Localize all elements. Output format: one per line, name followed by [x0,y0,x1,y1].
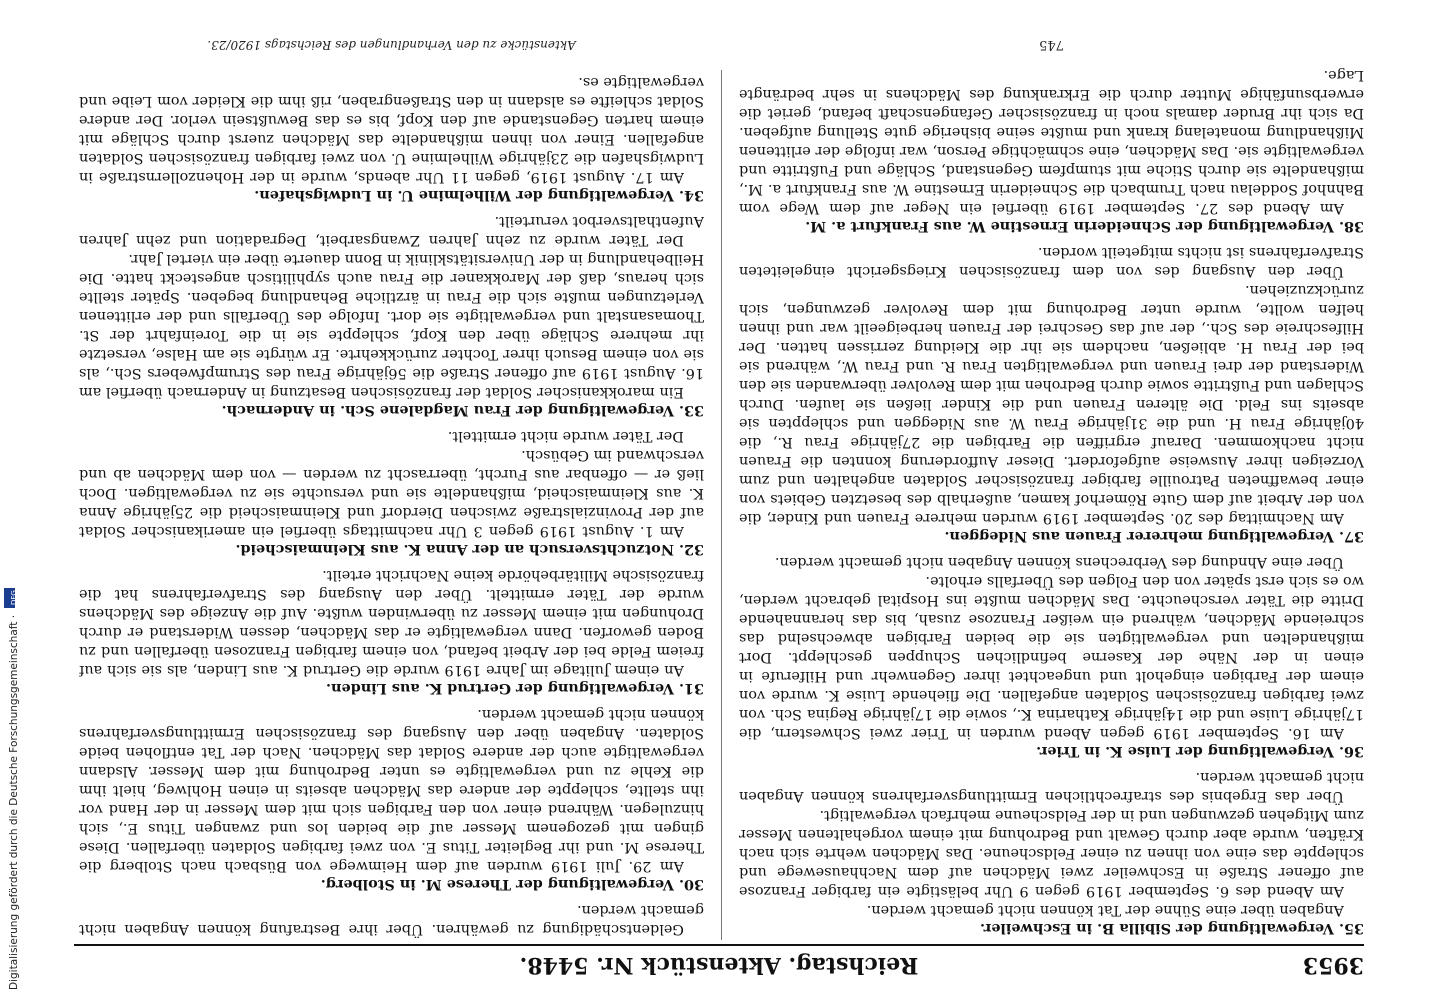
dfg-logo-icon: DFG [4,588,15,608]
article-section [79,72,704,205]
left-column [739,58,1364,938]
header-page-number: 3953 [1302,952,1364,978]
paragraph: Über das Ergebnis des strafrechtlichen Ermittlungsverfahrens können Angaben nicht gemacht werden. [739,769,1364,804]
paragraph: Am Abend des 6. September 1919 gegen 9 Uhr belästigte ein farbiger Franzose auf offener Straße in Eschweiler zwei Mädchen auf dem Nachhausewege und schleppte das eine von ihnen zu einer Feldscheune. Das Mädchen wehrte sich nach Kräften, wurde aber durch Gewalt und Bedrohung mit einem vorgehaltenen Messer zum Mitgehen gezwungen und in der Feldscheune mehrfach vergewaltigt. [739,807,1364,899]
right-column [79,58,704,938]
page-header [74,944,1364,978]
paragraph: An einem Julitage im Jahre 1919 wurde die Gertrud K. aus Linden, als sie sich auf freiem Felde bei der Arbeit befand, von einem farbigen Franzosen überfallen und zu Boden geworfen. Dann vergewaltigte er das Mädchen, dessen Widerstand er durch Drohungen mit einem Messer zu überwinden wußte. Auf die Anzeige des Mädchens wurde der Täter ermittelt. Über den Ausgang des Strafverfahrens hat die französische Militärbehörde keine Nachricht erteilt. [79,567,704,678]
paragraph: Am Abend des 27. September 1919 überfiel ein Neger auf dem Wege vom Bahnhof Soddelau nach Trumbach die Schneiderin Ernestine W. aus Frankfurt a. M., mißhandelte sie durch Stiche mit stumpfem Gegenstand, Schläge und Fußtritte und vergewaltigte sie. Das Mädchen, eine schmächtige Person, war infolge der erlittenen Mißhandlung monatelang krank und mußte seine bisherige gute Stellung aufgeben. Da sich ihr Bruder damals noch in französischer Gefangenschaft befand, geriet die erwerbsunfähige Mutter durch die Erkrankung des Mädchens in sehr bedrängte Lage. [739,67,1364,216]
paragraph: Am Nachmittag des 20. September 1919 wurden mehrere Frauen und Kinder, die von der Arbeit auf dem Gute Römerhof kamen, außerhalb des besetzten Gebiets von einer bewaffneten Patrouille farbiger französischer Soldaten angehalten und zum Vorzeigen ihrer Ausweise aufgefordert. Dieser Aufforderung konnten die Frauen nicht nachkommen. Darauf ergriffen die Farbigen die 27jährige Frau R., die 40jährige Frau H. und die 31jährige Frau W. aus Nideggen und schleppten sie abseits ins Feld. Die älteren Frauen und die Kinder ließen sie laufen. Durch Schlagen und Fußtritte sowie durch Bedrohen mit dem Revolver überwanden sie den Widerstand der drei Frauen und vergewaltigten Frau R. und Frau W., während sie bei der Frau H. abließen, nachdem sie ihr die Kleidung zerrissen hatten. Der Hilfeschreie des Sch., der auf das Geschrei der Frauen herbeigeeilt war und ihnen helfen wollte, wurde unter Bedrohung mit dem Revolver gezwungen, sich zurückzuziehen. [739,282,1364,526]
paragraph: Der Täter wurde zu zehn Jahren Zwangsarbeit, Degradation und zehn Jahren Aufenthaltsverbot verurteilt. [79,213,704,248]
header-title: Reichstag. Aktenstück Nr. 5448. [519,952,919,978]
section-heading: 30. Vergewaltigung der Therese M. in Stolberg. [320,876,704,893]
section-heading: 35. Vergewaltigung der Sibilla B. in Eschweiler. [980,920,1364,937]
article-section [79,426,704,559]
section-heading: 32. Notzuchtsversuch an der Anna K. aus Kleinmaischeid. [235,541,704,558]
section-heading: 37. Vergewaltigung mehrerer Frauen aus Nideggen. [944,528,1364,545]
paragraph: Am 1. August 1919 gegen 3 Uhr nachmittags überfiel ein amerikanischer Soldat auf der Provinzialstraße zwischen Dierdorf und Kleinmaischeid die 25jährige Anna K. aus Kleinmaischeid, mißhandelte sie und versuchte sie zu vergewaltigen. Doch ließ er — offenbar aus Furcht, überrascht zu werden — von dem Mädchen ab und verschwand im Gebüsch. [79,447,704,539]
article-section [739,65,1364,236]
article-section [79,704,704,894]
paragraph: Über den Ausgang des von dem französischen Kriegsgericht eingeleiteten Strafverfahrens ist nichts mitgeteilt worden. [739,244,1364,279]
footnote: Aktenstücke zu den Verhandlungen des Reichstags 1920/23. [207,38,576,52]
digitization-credit: Digitalisierung gefördert durch die Deutsche Forschungsgemeinschaft · DFG [4,600,18,990]
section-heading: 38. Vergewaltigung der Schneiderin Ernestine W. aus Frankfurt a. M. [805,218,1364,235]
page-label: 745 [1039,37,1064,52]
paragraph: Ein marokkanischer Soldat der französischen Besatzung in Andernach überfiel am 16. August 1919 auf offener Straße die 56jährige Frau des Strumpfwebers Sch., als sie von einem Besuch ihrer Tochter zurückkehrte. Er würgte sie am Halse, versetzte ihr mehrere Schläge über den Kopf, schleppte sie in die Toreinfahrt der St. Thomasanstalt und vergewaltigte sie dort. Infolge des Überfalls und der erlittenen Verletzungen mußte sich die Frau in ärztliche Behandlung begeben. Später stellte sich heraus, daß der Marokkaner die Frau auch syphilitisch angesteckt hatte. Die Heilbehandlung in der Universitätsklinik in Bonn dauerte über ein viertel Jahr. [79,251,704,400]
paragraph: Der Täter wurde nicht ermittelt. [447,428,684,444]
column-divider [721,70,722,940]
section-heading: 36. Vergewaltigung der Luise K. in Trier. [1036,743,1364,760]
paragraph: Am 29. Juli 1919 wurden auf dem Heimwege von Büsbach nach Stolberg die Therese M. und ihr Begleiter Titus E. von zwei farbigen Soldaten überfallen. Diese gingen mit gezogenem Messer auf die beiden los und zwangen Titus E., sich hinzulegen. Während einer von den Farbigen sich mit dem Messer in der Hand vor ihn stellte, schleppte der andere das Mädchen abseits in einen Hohlweg, hielt ihm die Kehle zu und vergewaltigte es unter Bedrohung mit dem Messer. Alsdann vergewaltigte auch der andere Soldat das Mädchen. Nach der Tat entflohen beide Soldaten. Angaben über den Ausgang des französischen Ermittlungsverfahrens können nicht gemacht werden. [79,706,704,874]
paragraph: Am 17. August 1919, gegen 11 Uhr abends, wurde in der Hohenzollernstraße in Ludwigshafen die 23jährige Wilhelmine U. von zwei farbigen französischen Soldaten angefallen. Einer von ihnen mißhandelte das Mädchen zuerst durch Schläge mit einem harten Gegenstande auf den Kopf, bis es das Bewußtsein verlor. Der andere Soldat schleifte es alsdann in den Straßengraben, riß ihm die Kleider vom Leibe und vergewaltigte es. [79,74,704,185]
section-heading: 31. Vergewaltigung der Gertrud K. aus Linden. [326,680,704,697]
section-heading: 33. Vergewaltigung der Frau Magdalene Sch. in Andernach. [221,402,704,419]
article-section [739,552,1364,761]
article-section [739,242,1364,546]
section-heading: 34. Vergewaltigung der Wilhelmine U. in Ludwigshafen. [254,187,704,204]
credit-text: Digitalisierung gefördert durch die Deutsche Forschungsgemeinschaft [8,621,20,990]
paragraph: Geldentschädigung zu gewähren. Über ihre Bestrafung können Angaben nicht gemacht werden. [79,902,704,937]
article-section [79,211,704,420]
article-section [79,565,704,698]
article-section [739,767,1364,938]
paragraph: Angaben über eine Sühne der Tat können nicht gemacht werden. [866,902,1344,918]
article-section [79,900,704,938]
paragraph: Über eine Ahndung des Verbrechens können Angaben nicht gemacht werden. [774,554,1344,570]
paragraph: Am 16. September 1919 gegen Abend wurden in Trier zwei Schwestern, die 17jährige Luise und die 14jährige Katharina K., sowie die 17jährige Regina Sch. von zwei farbigen französischen Soldaten angefallen. Die fliehende Luise K. wurde von einem der Farbigen eingeholt und ungeachtet ihrer Gegenwehr und Hilferufe in einen in der Nähe der Kaserne befindlichen Schuppen geschleppt. Dort mißhandelten und vergewaltigten sie die beiden Farbigen abwechselnd das schreiende Mädchen, während ein weißer Franzose zusah, bis das herannahende Dritte die Täter verscheuchte. Das Mädchen mußte ins Hospital gebracht werden, wo es sich erst später von den Folgen des Überfalls erholte. [739,573,1364,741]
